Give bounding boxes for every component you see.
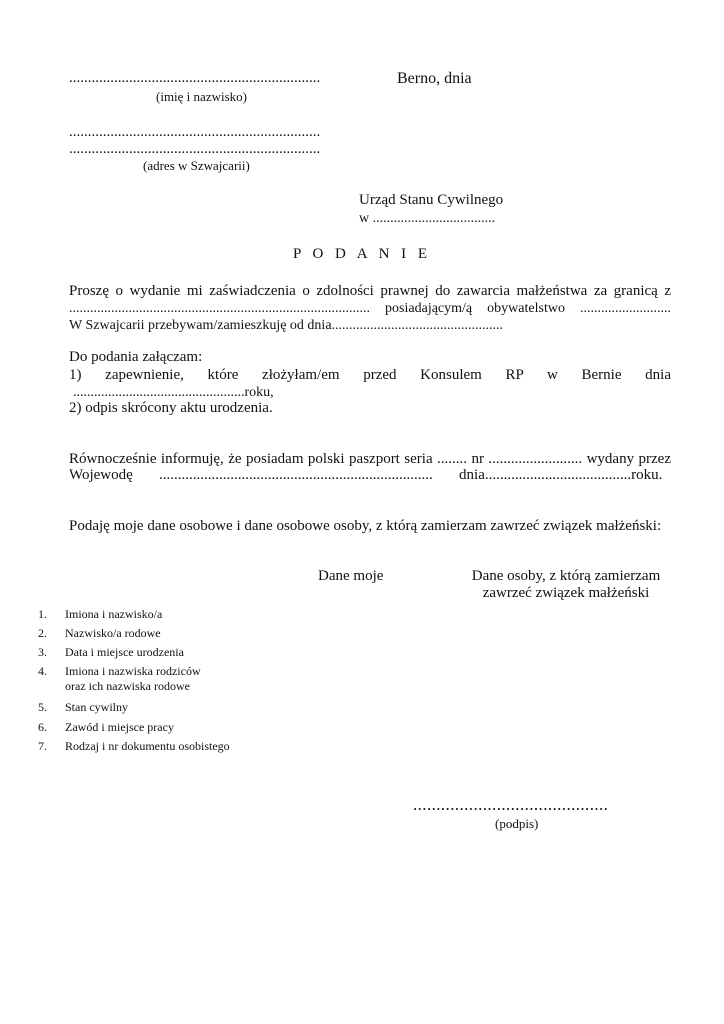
list-item-label: Zawód i miejsce pracy <box>65 720 174 734</box>
list-item-number: 4. <box>38 664 47 678</box>
list-item-label: Imiona i nazwiska rodziców <box>65 664 201 678</box>
list-item-number: 2. <box>38 626 47 640</box>
attachment-1-line-2: .................................................roku, <box>73 385 274 400</box>
request-line-1: Proszę o wydanie mi zaświadczenia o zdolności prawnej do zawarcia małżeństwa za granicą z <box>69 283 671 299</box>
list-item-label-continuation: oraz ich nazwiska rodowe <box>65 679 190 693</box>
list-item-number: 7. <box>38 739 47 753</box>
column-header-other-line-1: Dane osoby, z którą zamierzam <box>471 568 661 584</box>
request-line-3: W Szwajcarii przebywam/zamieszkuję od dnia................................................. <box>69 318 504 333</box>
list-item-label: Rodzaj i nr dokumentu osobistego <box>65 739 230 753</box>
office-name: Urząd Stanu Cywilnego <box>359 192 504 208</box>
name-dots-line: ................................................................... <box>69 70 321 86</box>
list-item-label: Stan cywilny <box>65 700 128 714</box>
passport-line-2: Wojewodę ......................................................................... dnia.......................................roku. <box>69 467 663 483</box>
address-dots-line-2: ................................................................... <box>69 141 321 157</box>
list-item-number: 5. <box>38 700 47 714</box>
attachment-1-line-1: 1) zapewnienie, które złożyłam/em przed Konsulem RP w Bernie dnia <box>69 367 671 383</box>
column-header-mine: Dane moje <box>318 568 384 584</box>
address-caption: (adres w Szwajcarii) <box>143 158 250 173</box>
request-line-2: ...................................................................................... posiadającym/ą obywatelstwo .......................... <box>69 301 671 316</box>
place-date: Berno, dnia <box>397 70 472 87</box>
attachments-heading: Do podania załączam: <box>69 349 203 365</box>
list-item-number: 6. <box>38 720 47 734</box>
address-dots-line-1: ................................................................... <box>69 124 321 140</box>
name-caption: (imię i nazwisko) <box>156 89 247 104</box>
personal-data-intro: Podaję moje dane osobowe i dane osobowe osoby, z którą zamierzam zawrzeć związek małżeński: <box>69 518 662 534</box>
document-title: P O D A N I E <box>292 246 432 262</box>
passport-line-1: Równocześnie informuję, że posiadam polski paszport seria ........ nr ......................... wydany przez <box>69 451 671 467</box>
list-item-number: 1. <box>38 607 47 621</box>
attachment-2: 2) odpis skrócony aktu urodzenia. <box>69 400 273 416</box>
list-item-label: Nazwisko/a rodowe <box>65 626 161 640</box>
signature-caption: (podpis) <box>495 816 539 831</box>
office-location-dots: w ................................... <box>359 211 496 226</box>
column-header-other-line-2: zawrzeć związek małżeński <box>482 585 650 601</box>
list-item-number: 3. <box>38 645 47 659</box>
list-item-label: Data i miejsce urodzenia <box>65 645 184 659</box>
list-item-label: Imiona i nazwisko/a <box>65 607 163 621</box>
signature-dots: .......................................... <box>413 795 609 814</box>
